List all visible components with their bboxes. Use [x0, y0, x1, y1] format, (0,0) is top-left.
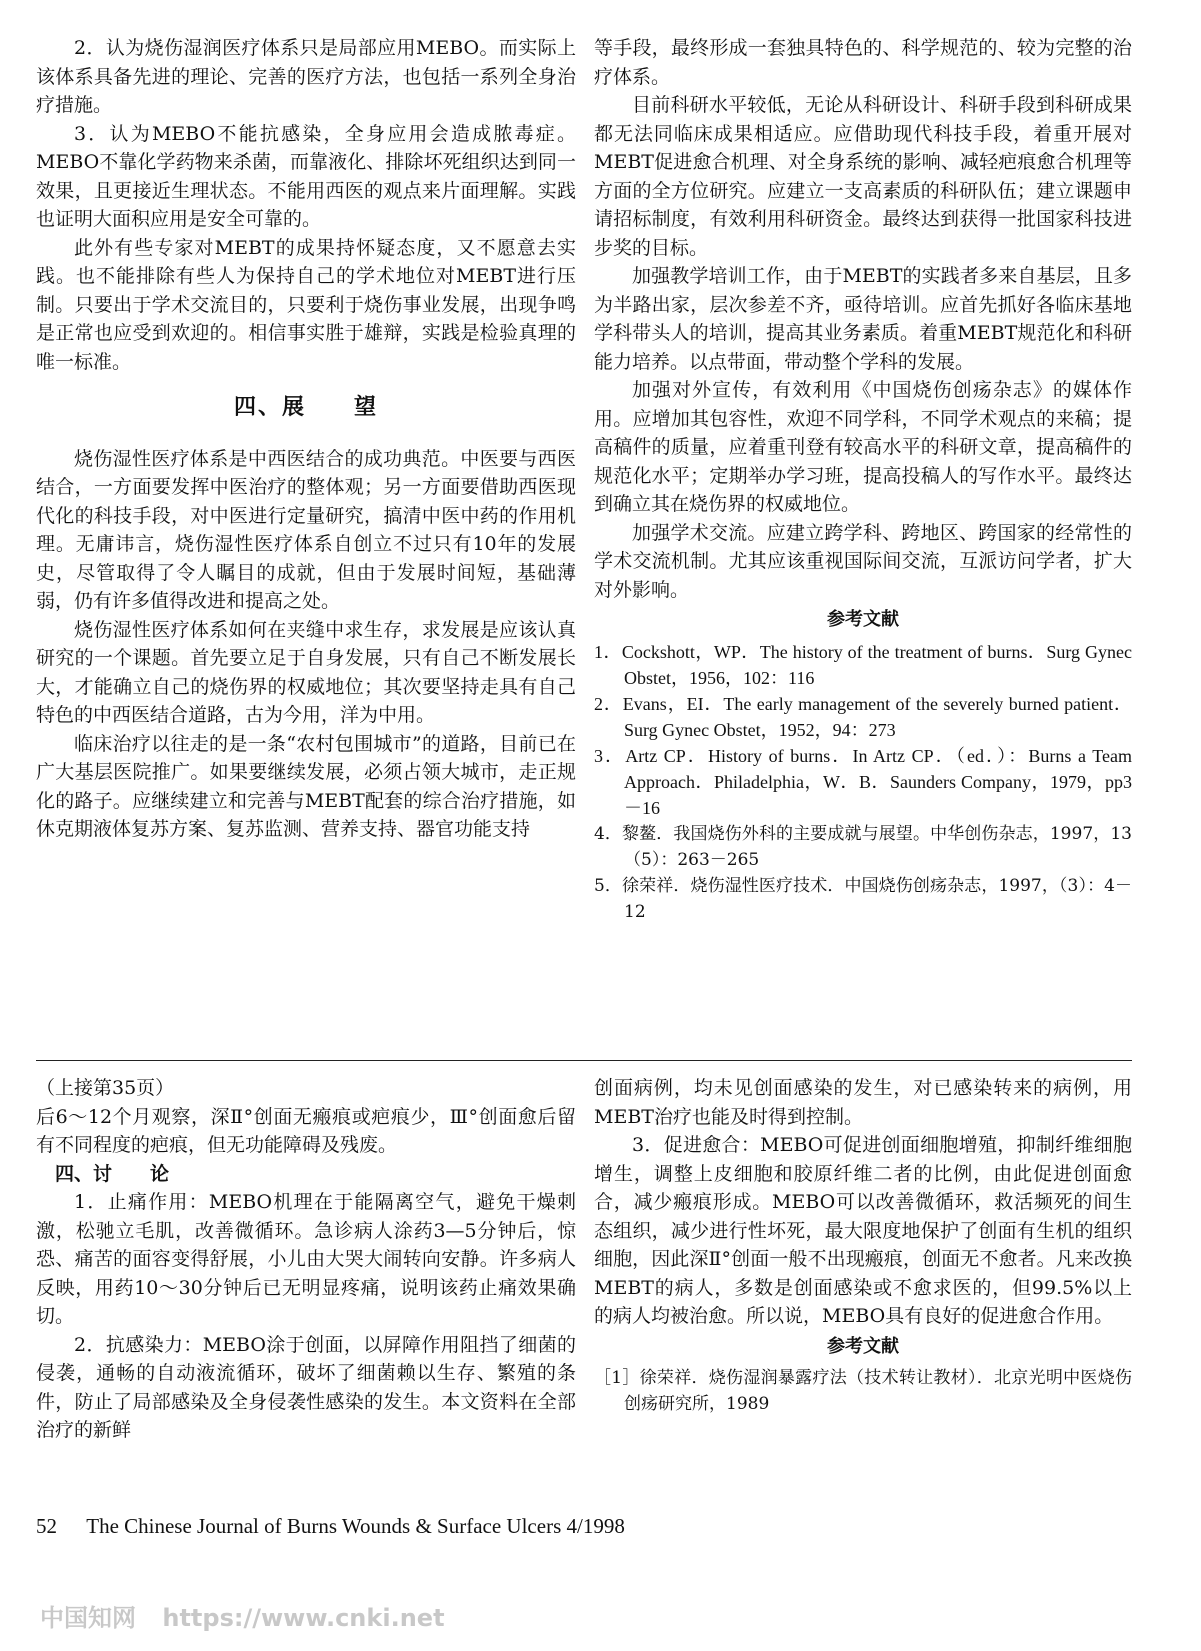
- references-heading: 参考文献: [827, 609, 899, 630]
- references-heading: 参考文献: [827, 1335, 899, 1357]
- paragraph: 创面病例，均未见创面感染的发生，对已感染转来的病例，用MEBT治疗也能及时得到控制。: [594, 1077, 1132, 1128]
- paragraph: 等手段，最终形成一套独具特色的、科学规范的、较为完整的治疗体系。: [594, 37, 1132, 88]
- continued-note: （上接第35页）: [36, 1077, 175, 1099]
- journal-name: The Chinese Journal of Burns Wounds & Surface Ulcers 4/1998: [86, 1514, 625, 1538]
- reference-item: 3．Artz CP．History of burns．In Artz CP．（ed．）：Burns a Team Approach．Philadelphia，W．B．Saunders Company，1979，pp3－16: [594, 745, 1132, 818]
- bottom-right-column: [594, 1074, 1132, 1417]
- paragraph: 3．促进愈合：MEBO可促进创面细胞增殖，抑制纤维细胞增生，调整上皮细胞和胶原纤维二者的比例，由此促进创面愈合，减少瘢痕形成。MEBO可以改善微循环，救活频死的间生态组织，减少进行性坏死，最大限度地保护了创面有生机的组织细胞，因此深Ⅱ°创面一般不出现瘢痕，创面无不愈者。凡来改换MEBT的病人，多数是创面感染或不愈求医的，但99.5%以上的病人均被治愈。所以说，MEBO具有良好的促进愈合作用。: [594, 1134, 1132, 1327]
- section-heading: 四、展 望: [233, 395, 378, 420]
- top-left-column: [36, 34, 576, 844]
- watermark-site-name: 中国知网: [40, 1604, 136, 1632]
- reference-item: 5．徐荣祥．烧伤湿性医疗技术．中国烧伤创疡杂志，1997，（3）：4－12: [594, 875, 1132, 922]
- paragraph: 加强教学培训工作，由于MEBT的实践者多来自基层，且多为半路出家，层次参差不齐，亟待培训。应首先抓好各临床基地学科带头人的培训，提高其业务素质。着重MEBT规范化和科研能力培养。以点带面，带动整个学科的发展。: [594, 265, 1132, 373]
- page-footer: [36, 1514, 936, 1539]
- paragraph: 此外有些专家对MEBT的成果持怀疑态度，又不愿意去实践。也不能排除有些人为保持自己的学术地位对MEBT进行压制。只要出于学术交流目的，只要利于烧伤事业发展，出现争鸣是正常也应受到欢迎的。相信事实胜于雄辩，实践是检验真理的唯一标准。: [36, 236, 576, 373]
- reference-item: 1．Cockshott，WP．The history of the treatment of burns．Surg Gynec Obstet，1956，102：116: [594, 641, 1132, 688]
- paragraph: 1．止痛作用：MEBO机理在于能隔离空气，避免干燥刺激，松驰立毛肌，改善微循环。急诊病人涂药3—5分钟后，惊恐、痛苦的面容变得舒展，小儿由大哭大闹转向安静。许多病人反映，用药10～30分钟后已无明显疼痛，说明该药止痛效果确切。: [36, 1191, 576, 1327]
- article-divider: [36, 1060, 1132, 1061]
- reference-item: 2．Evans，EI．The early management of the severely burned patient．Surg Gynec Obstet，1952，94：273: [594, 693, 1132, 740]
- paragraph: 烧伤湿性医疗体系是中西医结合的成功典范。中医要与西医结合，一方面要发挥中医治疗的整体观；另一方面要借助西医现代化的科技手段，对中医进行定量研究，搞清中医中药的作用机理。无庸讳言，烧伤湿性医疗体系自创立不过只有10年的发展史，尽管取得了令人瞩目的成就，但由于发展时间短，基础薄弱，仍有许多值得改进和提高之处。: [36, 447, 576, 612]
- cnki-watermark: [40, 1598, 445, 1633]
- watermark-url: https://www.cnki.net: [162, 1604, 445, 1632]
- paragraph: 2．抗感染力：MEBO涂于创面，以屏障作用阻挡了细菌的侵袭，通畅的自动液流循环，破坏了细菌赖以生存、繁殖的条件，防止了局部感染及全身侵袭性感染的发生。本文资料在全部治疗的新鲜: [36, 1333, 576, 1441]
- paragraph: 加强学术交流。应建立跨学科、跨地区、跨国家的经常性的学术交流机制。尤其应该重视国际间交流，互派访问学者，扩大对外影响。: [594, 521, 1132, 601]
- paragraph: 临床治疗以往走的是一条“农村包围城市”的道路，目前已在广大基层医院推广。如果要继续发展，必须占领大城市，走正规化的路子。应继续建立和完善与MEBT配套的综合治疗措施，如休克期液体复苏方案、复苏监测、营养支持、器官功能支持: [36, 732, 576, 840]
- paragraph: 3．认为MEBO不能抗感染，全身应用会造成脓毒症。MEBO不靠化学药物来杀菌，而靠液化、排除坏死组织达到同一效果，且更接近生理状态。不能用西医的观点来片面理解。实践也证明大面积应用是安全可靠的。: [36, 122, 576, 230]
- top-right-column: [594, 34, 1132, 925]
- bottom-left-column: [36, 1074, 576, 1445]
- reference-item: ［1］徐荣祥．烧伤湿润暴露疗法（技术转让教材）．北京光明中医烧伤创疡研究所，1989: [594, 1368, 1132, 1414]
- subheading: 四、讨 论: [55, 1162, 170, 1185]
- paragraph: 2．认为烧伤湿润医疗体系只是局部应用MEBO。而实际上该体系具备先进的理论、完善的医疗方法，也包括一系列全身治疗措施。: [36, 37, 576, 116]
- page-number: 52: [36, 1514, 57, 1538]
- paragraph: 烧伤湿性医疗体系如何在夹缝中求生存，求发展是应该认真研究的一个课题。首先要立足于自身发展，只有自己不断发展长大，才能确立自己的烧伤界的权威地位；其次要坚持走具有自己特色的中西医结合道路，古为今用，洋为中用。: [36, 618, 576, 726]
- paragraph: 目前科研水平较低，无论从科研设计、科研手段到科研成果都无法同临床成果相适应。应借助现代科技手段，着重开展对MEBT促进愈合机理、对全身系统的影响、减轻疤痕愈合机理等方面的全方位研究。应建立一支高素质的科研队伍；建立课题申请招标制度，有效利用科研资金。最终达到获得一批国家科技进步奖的目标。: [594, 94, 1132, 259]
- paragraph: 后6～12个月观察，深Ⅱ°创面无瘢痕或疤痕少，Ⅲ°创面愈后留有不同程度的疤痕，但无功能障碍及残废。: [36, 1105, 576, 1156]
- paragraph: 加强对外宣传，有效利用《中国烧伤创疡杂志》的媒体作用。应增加其包容性，欢迎不同学科，不同学术观点的来稿；提高稿件的质量，应着重刊登有较高水平的科研文章，提高稿件的规范化水平；定期举办学习班，提高投稿人的写作水平。最终达到确立其在烧伤界的权威地位。: [594, 379, 1132, 515]
- reference-item: 4．黎鳌．我国烧伤外科的主要成就与展望。中华创伤杂志，1997，13（5）：263－265: [594, 823, 1132, 870]
